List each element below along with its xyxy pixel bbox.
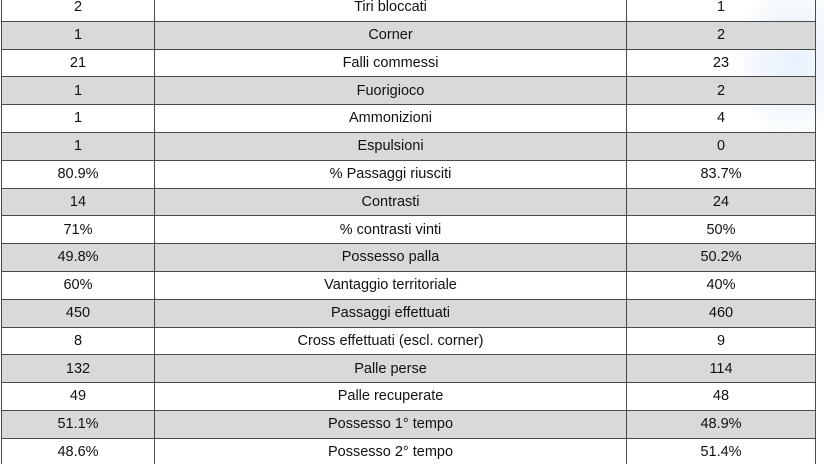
away-value-cell: 4 (627, 105, 816, 133)
home-value-cell: 2 (2, 0, 155, 21)
away-value-cell: 9 (627, 327, 816, 355)
away-value-cell: 2 (627, 77, 816, 105)
stat-label-cell: Passaggi effettuati (155, 299, 627, 327)
stats-row (2, 271, 816, 299)
stat-label-cell: Contrasti (155, 188, 627, 216)
stats-row (2, 49, 816, 77)
stats-row (2, 383, 816, 411)
away-value-cell: 50.2% (627, 244, 816, 272)
stats-row (2, 355, 816, 383)
away-value-cell: 50% (627, 216, 816, 244)
stat-label-cell: Fuorigioco (155, 77, 627, 105)
home-value-cell: 450 (2, 299, 155, 327)
stat-label-cell: Possesso 1° tempo (155, 410, 627, 438)
stats-row (2, 244, 816, 272)
stats-row (2, 132, 816, 160)
away-value-cell: 2 (627, 21, 816, 49)
home-value-cell: 51.1% (2, 410, 155, 438)
stats-row (2, 188, 816, 216)
home-value-cell: 132 (2, 355, 155, 383)
away-value-cell: 0 (627, 132, 816, 160)
stats-row (2, 105, 816, 133)
away-value-cell: 24 (627, 188, 816, 216)
home-value-cell: 60% (2, 271, 155, 299)
stat-label-cell: Espulsioni (155, 132, 627, 160)
stat-label-cell: Ammonizioni (155, 105, 627, 133)
away-value-cell: 114 (627, 355, 816, 383)
home-value-cell: 1 (2, 105, 155, 133)
home-value-cell: 1 (2, 77, 155, 105)
stats-row (2, 438, 816, 464)
away-value-cell: 23 (627, 49, 816, 77)
stats-row (2, 410, 816, 438)
away-value-cell: 83.7% (627, 160, 816, 188)
stats-row (2, 21, 816, 49)
stats-row (2, 0, 816, 21)
match-stats-table (1, 0, 816, 464)
home-value-cell: 49 (2, 383, 155, 411)
home-value-cell: 1 (2, 132, 155, 160)
stat-label-cell: Falli commessi (155, 49, 627, 77)
stat-label-cell: Cross effettuati (escl. corner) (155, 327, 627, 355)
stat-label-cell: Palle recuperate (155, 383, 627, 411)
home-value-cell: 14 (2, 188, 155, 216)
stat-label-cell: Vantaggio territoriale (155, 271, 627, 299)
home-value-cell: 80.9% (2, 160, 155, 188)
home-value-cell: 8 (2, 327, 155, 355)
home-value-cell: 71% (2, 216, 155, 244)
stats-table-body (2, 0, 816, 464)
away-value-cell: 40% (627, 271, 816, 299)
stats-row (2, 160, 816, 188)
stat-label-cell: Possesso palla (155, 244, 627, 272)
stat-label-cell: Corner (155, 21, 627, 49)
away-value-cell: 48 (627, 383, 816, 411)
away-value-cell: 1 (627, 0, 816, 21)
stat-label-cell: % contrasti vinti (155, 216, 627, 244)
home-value-cell: 1 (2, 21, 155, 49)
stat-label-cell: Tiri bloccati (155, 0, 627, 21)
stat-label-cell: % Passaggi riusciti (155, 160, 627, 188)
home-value-cell: 49.8% (2, 244, 155, 272)
home-value-cell: 21 (2, 49, 155, 77)
stat-label-cell: Possesso 2° tempo (155, 438, 627, 464)
stats-row (2, 327, 816, 355)
home-value-cell: 48.6% (2, 438, 155, 464)
stats-row (2, 77, 816, 105)
stats-row (2, 299, 816, 327)
away-value-cell: 460 (627, 299, 816, 327)
stats-row (2, 216, 816, 244)
stat-label-cell: Palle perse (155, 355, 627, 383)
away-value-cell: 51.4% (627, 438, 816, 464)
away-value-cell: 48.9% (627, 410, 816, 438)
